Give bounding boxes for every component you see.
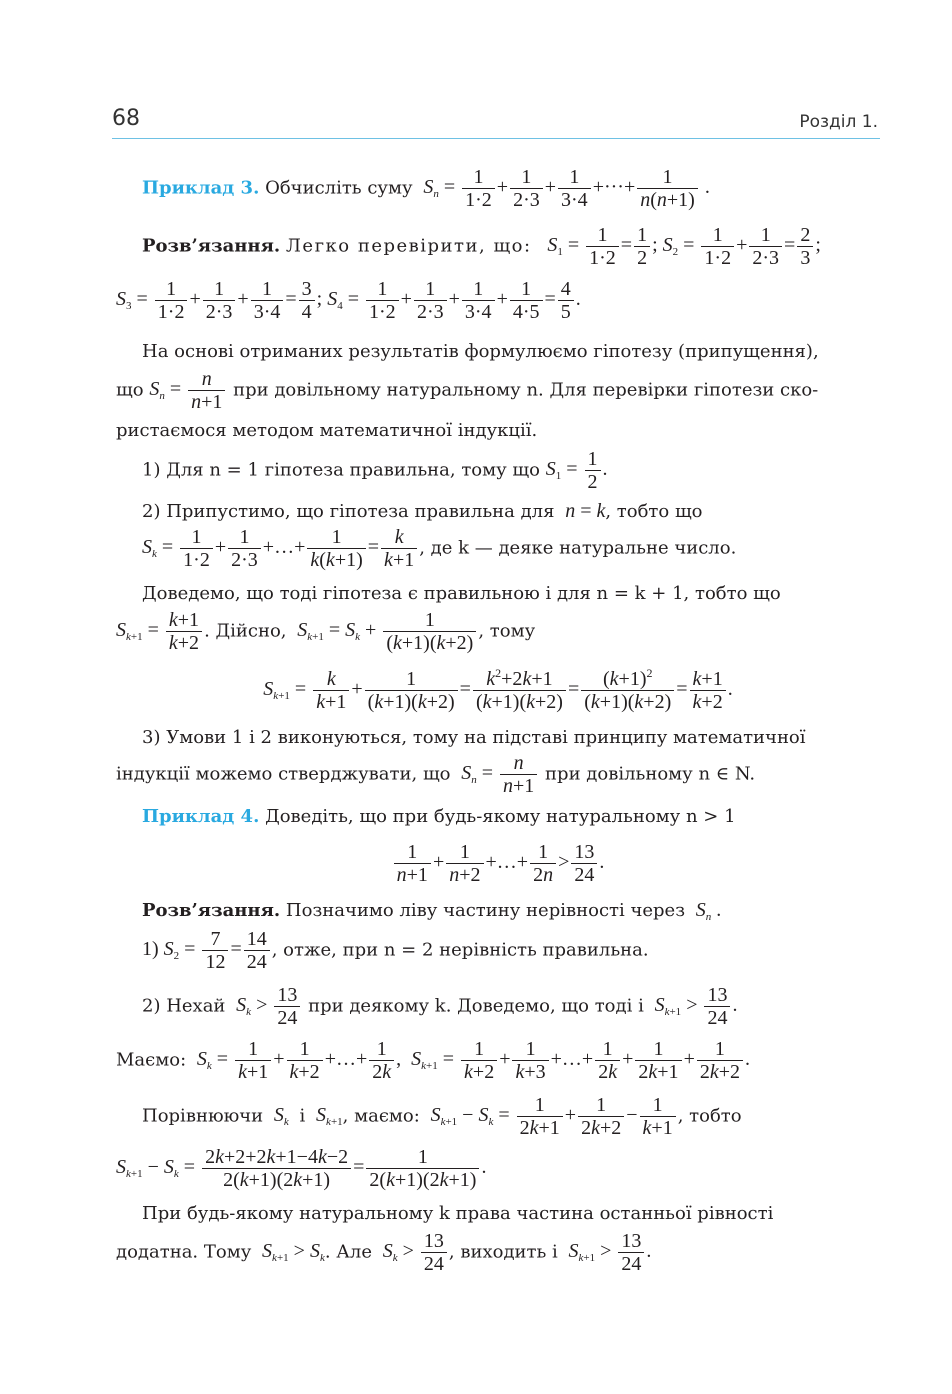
prove-line-text: Доведемо, що тоді гіпотеза є правильною і для n = k + 1, тобто що bbox=[142, 583, 781, 604]
solution-line-1 bbox=[142, 224, 880, 270]
compare-and: і bbox=[299, 1105, 306, 1127]
step-2-text: 2) Припустимо, що гіпотеза правильна для bbox=[142, 501, 555, 522]
step-3-b: індукції можемо стверджувати, що $S_n$ = $\frac{n}{n+1}$ при довільному n ∈ N. bbox=[116, 752, 756, 798]
section-label: Розділ 1. bbox=[799, 112, 878, 132]
hypothesis-line-c: ристаємося методом математичної індукції. bbox=[116, 420, 538, 441]
prove-line bbox=[142, 583, 880, 605]
solution-4-step-1: 1) $S_2$ = $\frac{7}{12}$ = $\frac{14}{24}$ , отже, при n = 2 нерівність правильна. bbox=[142, 928, 649, 974]
compare-then: , тобто bbox=[677, 1105, 742, 1127]
step-3-b-pre: індукції можемо стверджувати, що bbox=[116, 763, 451, 785]
indeed-line: $S_{k+1}$ = $\frac{k+1}{k+2}$ . Дійсно, $S_{k+1} = S_k$ + $\frac{1}{(k+1)(k+2)}$ , тому bbox=[116, 609, 536, 655]
step-2-tail: , тобто що bbox=[605, 501, 703, 522]
example-3-statement bbox=[142, 166, 880, 212]
step-1-text: 1) Для n = 1 гіпотеза правильна, тому що bbox=[142, 459, 541, 481]
hypothesis-line-b: що $S_n$ = $\frac{n}{n+1}$ при довільному натуральному n. Для перевірки гіпотези ско- bbox=[116, 368, 819, 414]
solution-4-step-2: 2) Нехай $S_k$ > $\frac{13}{24}$ при деякому k. Доведемо, що тоді і $S_{k+1}$ > $\frac{13}{24}$ . bbox=[142, 984, 738, 1030]
compare-line: Порівнюючи $S_k$ і $S_{k+1}$, маємо: $S_{k+1} - S_k$ = $\frac{1}{2k+1}$ + $\frac{1}{2k+2}$ − $\frac{1}{k+1}$ , тобто bbox=[142, 1094, 742, 1140]
final-line-b: додатна. Тому $S_{k+1} > S_k$. Але $S_k$ > $\frac{13}{24}$ , виходить і $S_{k+1}$ > $\frac{13}{24}$ . bbox=[116, 1230, 652, 1276]
step-2-note: , де k — деяке натуральне число. bbox=[419, 537, 737, 559]
solution-lead: Легко перевірити, що: bbox=[285, 235, 532, 257]
formula-s1-s2: $S_1$ = $\frac{1}{1\cdot 2}$ = $\frac{1}{2}$ ; $S_2$ = $\frac{1}{1\cdot 2}$ + $\frac{1}{2\cdot 3}$ = $\frac{2}{3}$ ; bbox=[547, 224, 821, 270]
page-header bbox=[112, 100, 880, 139]
solution-4-lead: Розв’язання. Позначимо ліву частину нерівності через $S_n$ . bbox=[142, 899, 722, 923]
example-4-text: Доведіть, що при будь-якому натуральному n > 1 bbox=[265, 806, 736, 827]
step-1: 1) Для n = 1 гіпотеза правильна, тому що $S_1$ = $\frac{1}{2}$ . bbox=[142, 448, 608, 494]
final-b-pre: додатна. Тому bbox=[116, 1241, 252, 1263]
solution-4-text: Позначимо ліву частину нерівності через bbox=[285, 900, 686, 921]
formula-sum: $S_n$ = $\frac{1}{1\cdot 2}$ + $\frac{1}{2\cdot 3}$ + $\frac{1}{3\cdot 4}$ +···+ $\frac{1}{n(n+1)}$ . bbox=[423, 166, 710, 212]
hypothesis-b-pre: що bbox=[116, 379, 144, 401]
induction-calc: $S_{k+1}$ = $\frac{k}{k+1}$ + $\frac{1}{(k+1)(k+2)}$ = $\frac{k^2+2k+1}{(k+1)(k+2)}$ = $\frac{(k+1)^2}{(k+1)(k+2)}$ = $\frac{k+1}{k+2}$ . bbox=[263, 666, 733, 714]
final-b-thus: , виходить і bbox=[448, 1241, 558, 1263]
indeed-text: . Дійсно, bbox=[204, 620, 287, 642]
example-3-label: Приклад 3. bbox=[142, 177, 260, 199]
difference-line: $S_{k+1} - S_k$ = $\frac{2k+2+2k+1-4k-2}{2(k+1)(2k+1)}$ = $\frac{1}{2(k+1)(2k+1)}$ . bbox=[116, 1146, 487, 1192]
example-4-statement bbox=[142, 806, 880, 828]
step-3-a: 3) Умови 1 і 2 виконуються, тому на підставі принципу математичної bbox=[142, 727, 806, 748]
step-3-b-post: при довільному n ∈ N. bbox=[545, 763, 756, 785]
formula-s3-s4: $S_3$ = $\frac{1}{1\cdot 2}$ + $\frac{1}{2\cdot 3}$ + $\frac{1}{3\cdot 4}$ = $\frac{3}{4}$ ; $S_4$ = $\frac{1}{1\cdot 2}$ + $\frac{1}{2\cdot 3}$ + $\frac{1}{3\cdot 4}$ + $\frac{1}{4\cdot 5}$ = $\frac{4}{5}$ . bbox=[116, 278, 581, 324]
have-text: Маємо: bbox=[116, 1049, 187, 1071]
final-b-but: . Але bbox=[324, 1241, 372, 1263]
example-4-label: Приклад 4. bbox=[142, 806, 260, 827]
step-2-formula: $S_k$ = $\frac{1}{1\cdot 2}$ + $\frac{1}{2\cdot 3}$ +…+ $\frac{1}{k(k+1)}$ = $\frac{k}{k+1}$ , де k — деяке натуральне число. bbox=[142, 526, 737, 572]
have-line: Маємо: $S_k$ = $\frac{1}{k+1}$ + $\frac{1}{k+2}$ +…+ $\frac{1}{2k}$ , $S_{k+1}$ = $\frac{1}{k+2}$ + $\frac{1}{k+3}$ +…+ $\frac{1}{2k}$ + $\frac{1}{2k+1}$ + $\frac{1}{2k+2}$ . bbox=[116, 1038, 751, 1084]
so-text: , тому bbox=[478, 620, 536, 642]
step-2: 2) Припустимо, що гіпотеза правильна для n = k, тобто що bbox=[142, 500, 703, 522]
solution-4-step-2-mid: при деякому k. Доведемо, що тоді і bbox=[308, 995, 644, 1017]
compare-have: , маємо: bbox=[342, 1105, 420, 1127]
solution-label: Розв’язання. bbox=[142, 235, 281, 257]
example-4-inequality: $\frac{1}{n+1}$ + $\frac{1}{n+2}$ +…+ $\frac{1}{2n}$ > $\frac{13}{24}$ . bbox=[116, 841, 880, 887]
compare-pre: Порівнюючи bbox=[142, 1105, 264, 1127]
solution-4-step-2-pre: 2) Нехай bbox=[142, 995, 226, 1017]
page-number: 68 bbox=[112, 106, 140, 131]
solution-4-label: Розв’язання. bbox=[142, 900, 281, 921]
hypothesis-line-a: На основі отриманих результатів формулюємо гіпотезу (припущення), bbox=[142, 341, 819, 362]
example-3-text: Обчисліть суму bbox=[265, 177, 413, 199]
solution-4-step-1-text: , отже, при n = 2 нерівність правильна. bbox=[271, 939, 649, 961]
final-line-a: При будь-якому натуральному k права частина останньої рівності bbox=[142, 1203, 774, 1224]
hypothesis-b-post: при довільному натуральному n. Для перевірки гіпотези ско- bbox=[233, 379, 819, 401]
